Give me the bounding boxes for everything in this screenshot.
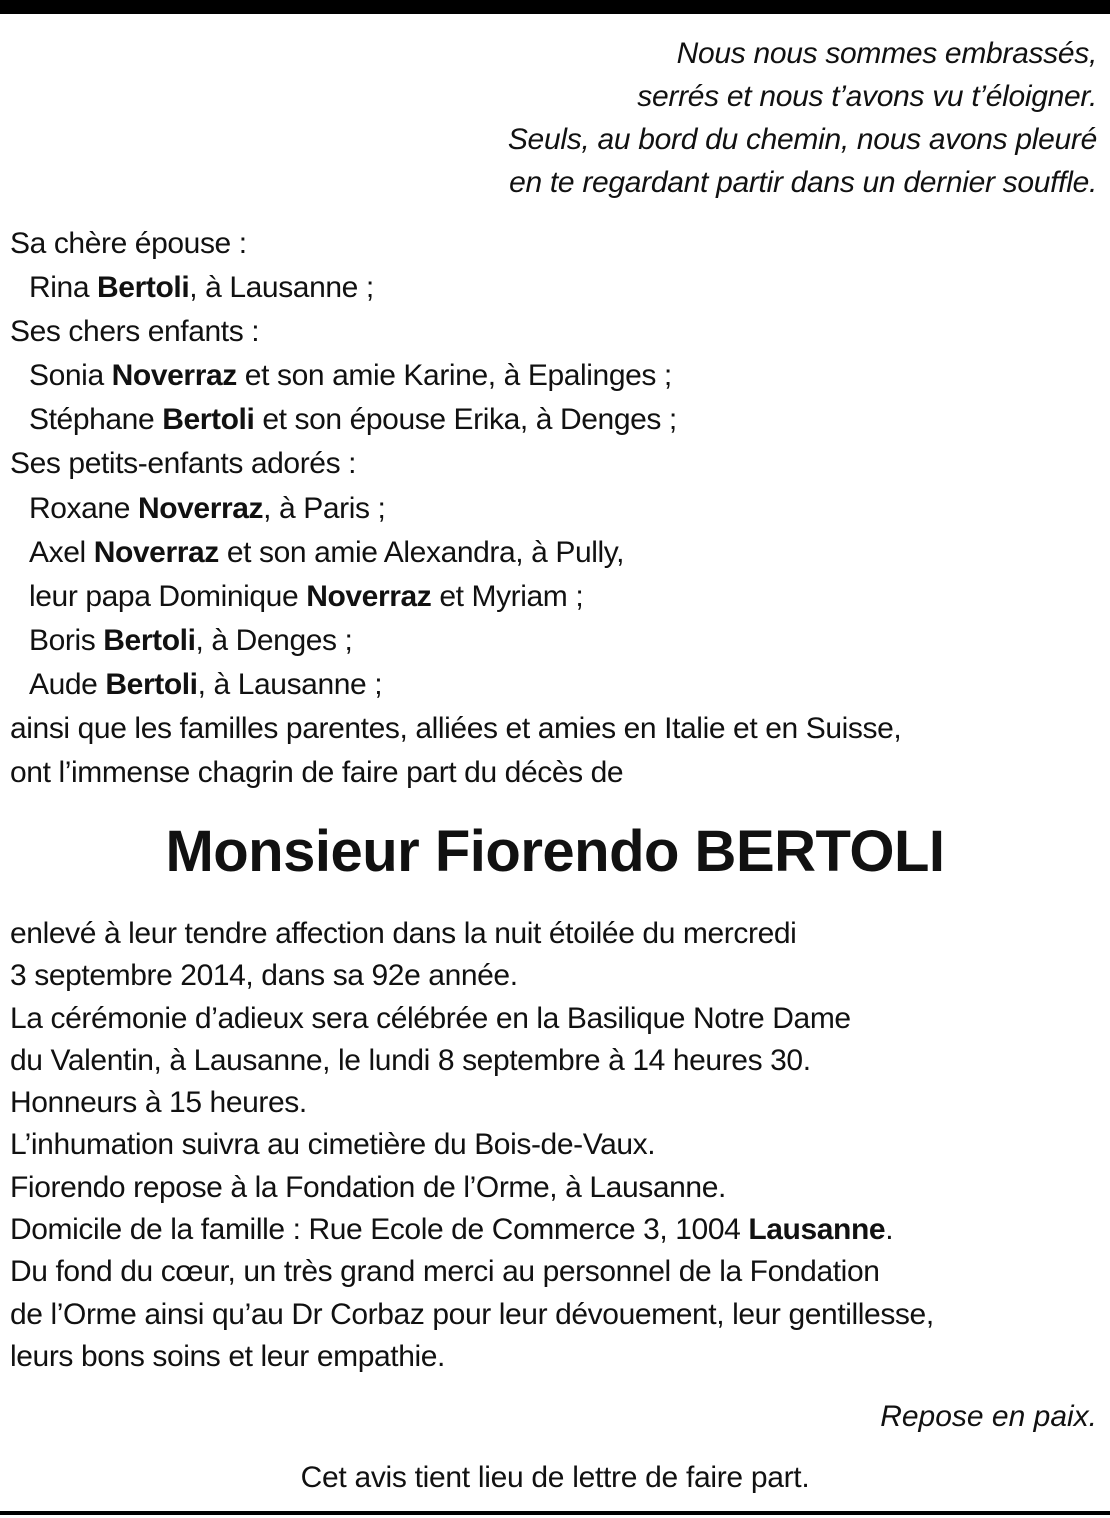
family-list	[10, 222, 901, 795]
detail-line	[10, 1124, 934, 1166]
text-segment: , à Paris ;	[263, 491, 386, 525]
detail-line	[10, 1209, 934, 1251]
text-segment: leurs bons soins et leur empathie.	[10, 1339, 445, 1373]
text-segment: L’inhumation suivra au cimetière du Bois-de-Vaux.	[10, 1128, 656, 1162]
text-segment: leur papa Dominique	[29, 579, 307, 613]
family-line	[10, 310, 901, 354]
text-segment: Du fond du cœur, un très grand merci au personnel de la Fondation	[10, 1255, 880, 1289]
family-line	[10, 575, 901, 619]
text-segment: Ses petits-enfants adorés :	[10, 447, 357, 481]
text-segment: ont l’immense chagrin de faire part du décès de	[10, 756, 624, 790]
surname: Noverraz	[306, 579, 432, 613]
surname: Lausanne	[748, 1213, 886, 1247]
text-segment: La cérémonie d’adieux sera célébrée en la Basilique Notre Dame	[10, 1001, 851, 1035]
poem-line: en te regardant partir dans un dernier souffle.	[509, 166, 1097, 199]
detail-line	[10, 1336, 934, 1378]
family-line	[10, 531, 901, 575]
surname: Bertoli	[97, 271, 190, 305]
text-segment: Roxane	[29, 491, 138, 525]
top-border	[0, 0, 1110, 14]
text-segment: Domicile de la famille : Rue Ecole de Commerce 3, 1004	[10, 1213, 749, 1247]
text-segment: Rina	[29, 271, 98, 305]
poem-line: serrés et nous t’avons vu t’éloigner.	[637, 80, 1097, 113]
text-segment: Stéphane	[29, 403, 163, 437]
family-line	[10, 707, 901, 751]
deceased-name: Monsieur Fiorendo BERTOLI	[165, 819, 945, 884]
poem-line: Seuls, au bord du chemin, nous avons pleuré	[507, 123, 1097, 156]
detail-line	[10, 1082, 934, 1124]
text-segment: Axel	[29, 535, 94, 569]
surname: Bertoli	[103, 623, 196, 657]
family-line	[10, 751, 901, 795]
text-segment: Boris	[29, 623, 104, 657]
family-line	[10, 354, 901, 398]
poem	[508, 32, 1097, 204]
text-segment: et son amie Alexandra, à Pully,	[218, 535, 625, 569]
text-segment: et son amie Karine, à Epalinges ;	[236, 359, 672, 393]
text-segment: , à Denges ;	[195, 623, 353, 657]
text-segment: Aude	[29, 667, 106, 701]
funeral-details	[10, 913, 934, 1378]
notice-line: Cet avis tient lieu de lettre de faire part.	[300, 1461, 810, 1494]
text-segment: et son épouse Erika, à Denges ;	[254, 403, 677, 437]
surname: Noverraz	[111, 359, 237, 393]
surname: Noverraz	[93, 535, 219, 569]
text-segment: Fiorendo repose à la Fondation de l’Orme, à Lausanne.	[10, 1170, 726, 1204]
family-line	[10, 398, 901, 442]
closing-phrase: Repose en paix.	[880, 1400, 1097, 1433]
family-line	[10, 487, 901, 531]
family-line	[10, 266, 901, 310]
text-segment: 3 septembre 2014, dans sa 92e année.	[10, 959, 518, 993]
detail-line	[10, 998, 934, 1040]
detail-line	[10, 1251, 934, 1293]
surname: Noverraz	[137, 491, 264, 525]
text-segment: , à Lausanne ;	[197, 667, 383, 701]
text-segment: ainsi que les familles parentes, alliées et amies en Italie et en Suisse,	[10, 712, 902, 746]
text-segment: et Myriam ;	[431, 579, 584, 613]
text-segment: Sa chère épouse :	[10, 227, 247, 260]
poem-line: Nous nous sommes embrassés,	[676, 37, 1097, 70]
detail-line	[10, 1294, 934, 1336]
surname: Bertoli	[105, 667, 198, 701]
text-segment: de l’Orme ainsi qu’au Dr Corbaz pour leur dévouement, leur gentillesse,	[10, 1297, 934, 1331]
surname: Bertoli	[162, 403, 255, 437]
family-line	[10, 663, 901, 707]
detail-line	[10, 955, 934, 997]
family-line	[10, 619, 901, 663]
text-segment: Ses chers enfants :	[10, 315, 260, 349]
family-line	[10, 442, 901, 486]
detail-line	[10, 1040, 934, 1082]
text-segment: du Valentin, à Lausanne, le lundi 8 septembre à 14 heures 30.	[10, 1043, 811, 1077]
text-segment: , à Lausanne ;	[189, 271, 374, 305]
text-segment: Sonia	[29, 359, 112, 393]
detail-line	[10, 1167, 934, 1209]
text-segment: .	[885, 1213, 894, 1247]
detail-line	[10, 913, 934, 955]
bottom-border	[0, 1511, 1110, 1515]
family-line	[10, 222, 901, 266]
text-segment: enlevé à leur tendre affection dans la nuit étoilée du mercredi	[10, 917, 797, 950]
text-segment: Honneurs à 15 heures.	[10, 1086, 307, 1120]
